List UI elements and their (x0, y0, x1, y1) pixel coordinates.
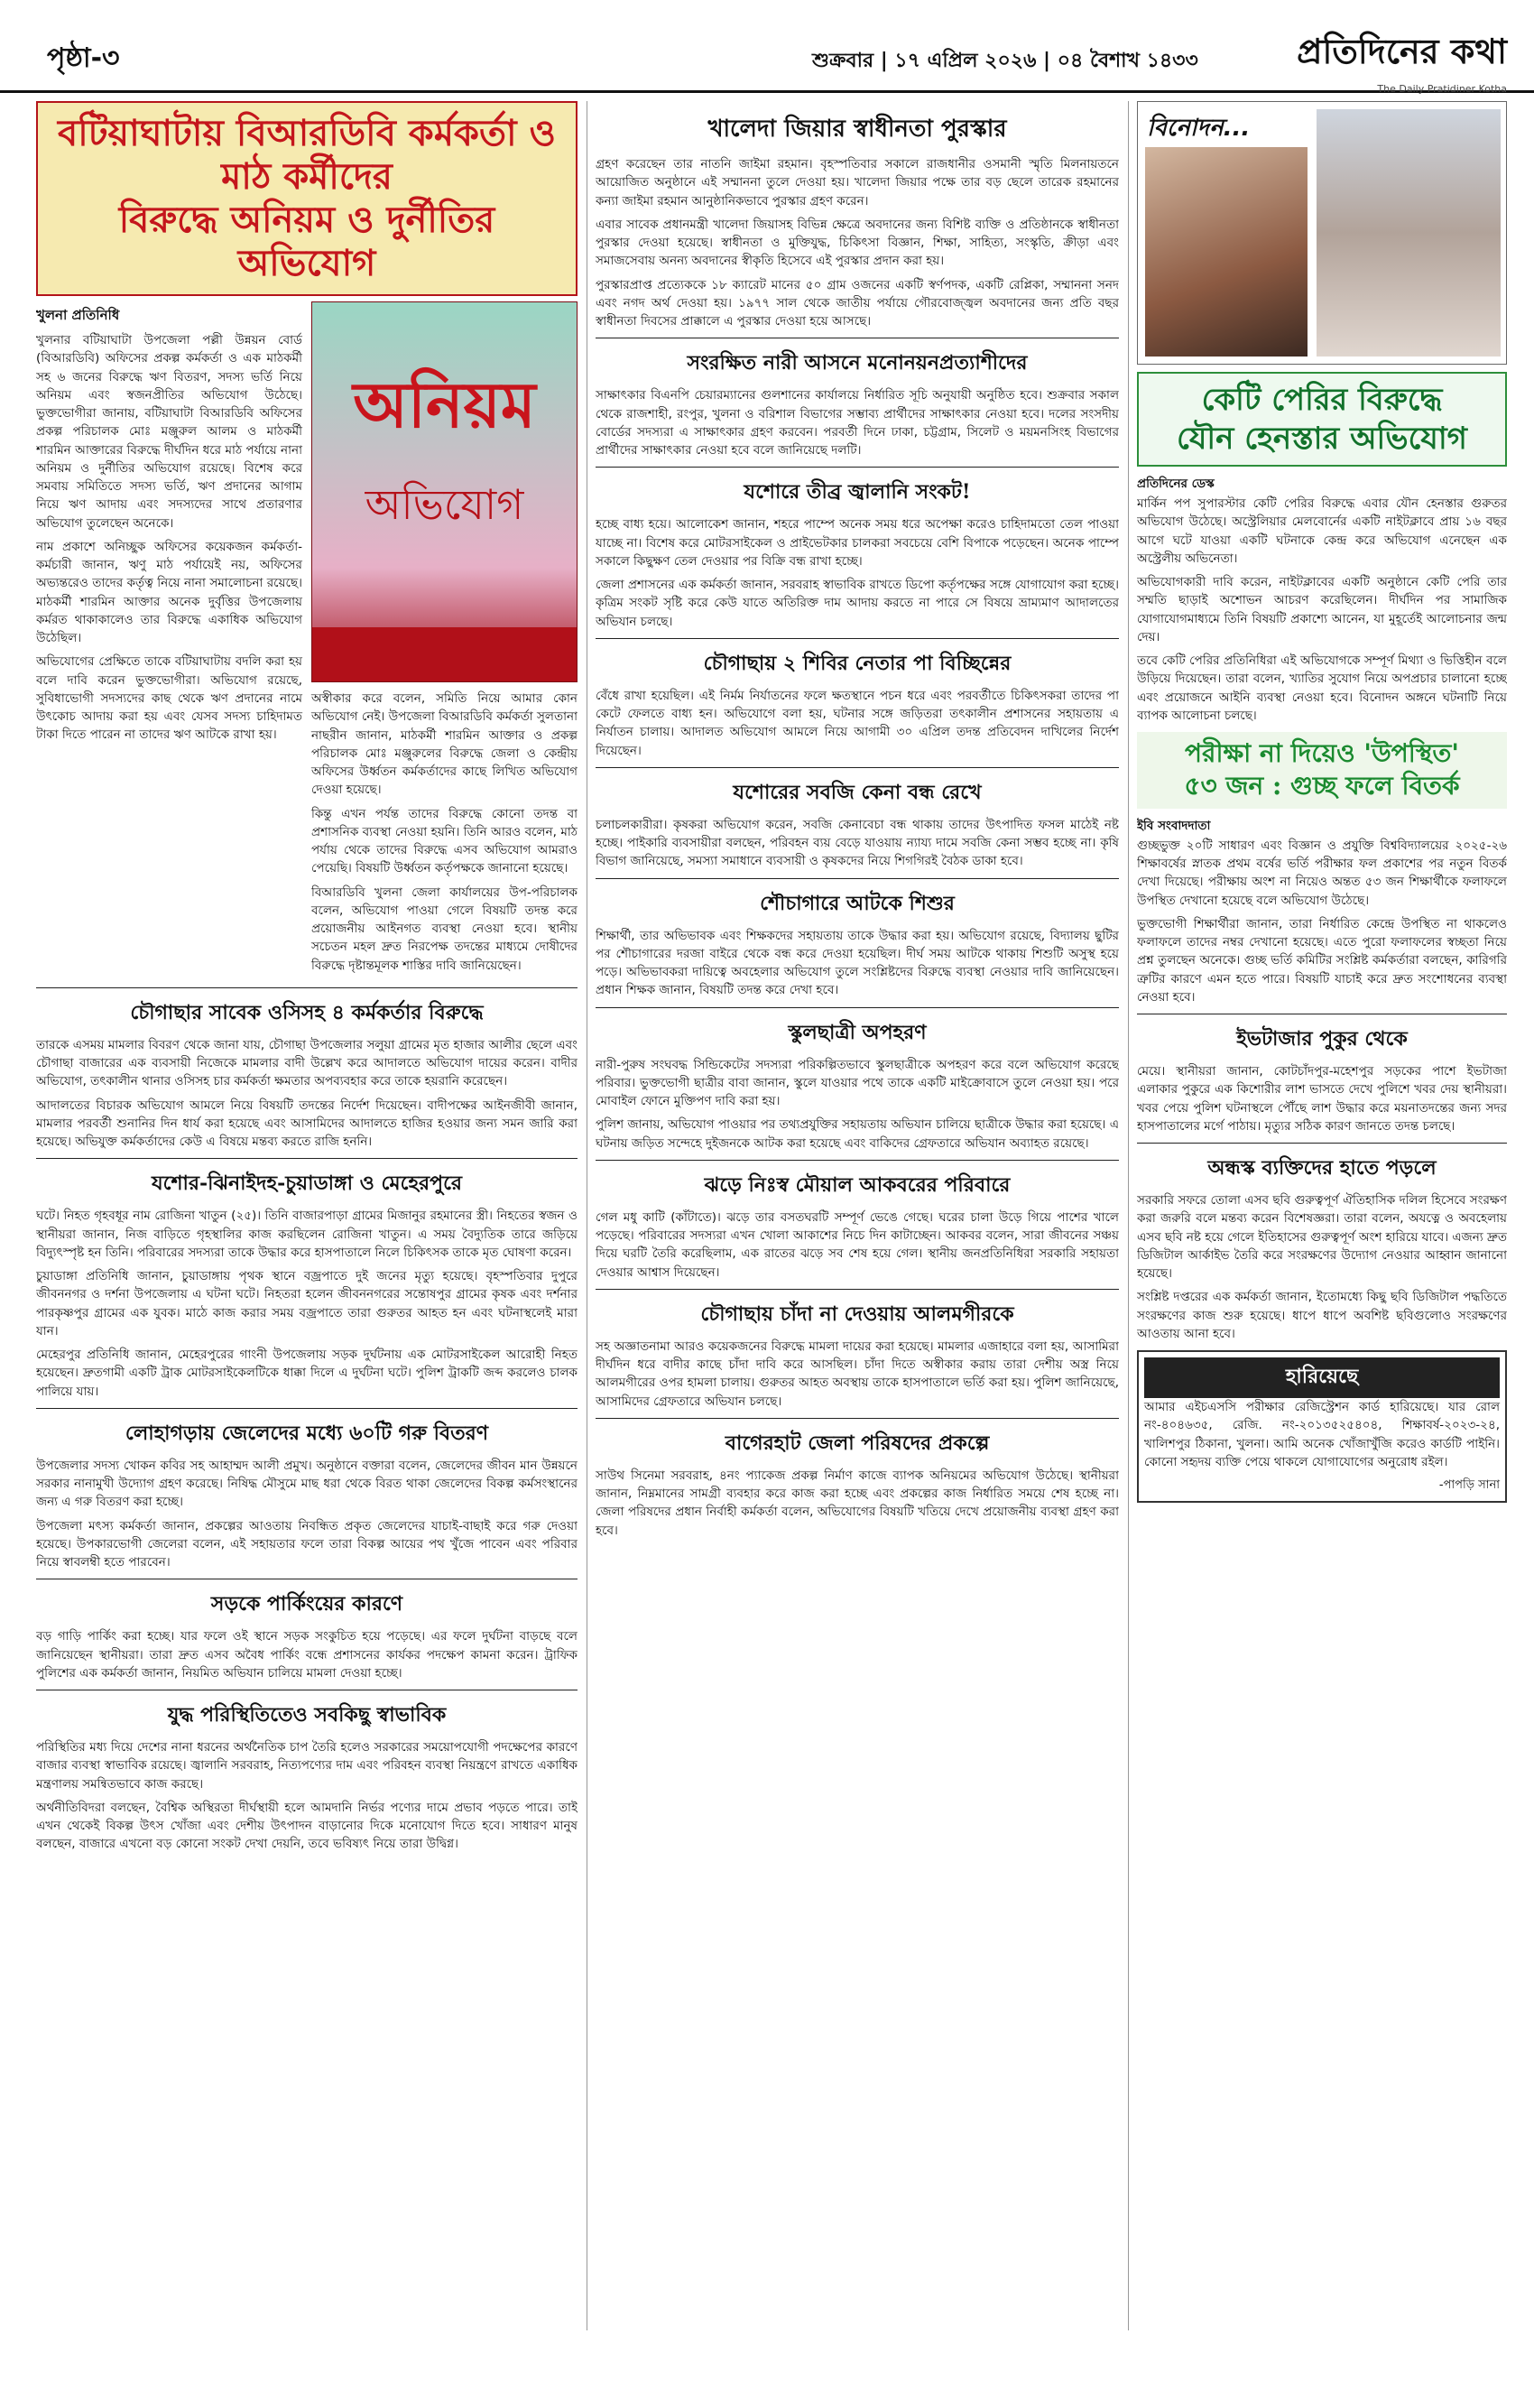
issue-date: শুক্রবার | ১৭ এপ্রিল ২০২৬ | ০৪ বৈশাখ ১৪৩৩ (812, 50, 1198, 72)
story-paragraph: গুচ্ছভুক্ত ২০টি সাধারণ এবং বিজ্ঞান ও প্রযুক্তি বিশ্ববিদ্যালয়ের ২০২৫-২৬ শিক্ষাবর্ষের স্নাতক প্রথম বর্ষের ভর্তি পরীক্ষার ফল প্রকাশের পর নতুন বিতর্ক দেখা দিয়েছে। পরীক্ষায় অংশ না নিয়েও অন্তত ৫৩ জন শিক্ষার্থীকে ফলাফলে উপস্থিত দেখানো হয়েছে বলে অভিযোগ উঠেছে। (1137, 838, 1507, 908)
lost-notice-title: হারিয়েছে (1144, 1357, 1500, 1398)
entertainment-headline-box (1137, 372, 1507, 467)
story-paragraph: জেলা প্রশাসনের এক কর্মকর্তা জানান, সরবরাহ স্বাভাবিক রাখতে ডিপো কর্তৃপক্ষের সঙ্গে যোগাযোগ করা হচ্ছে। কৃত্রিম সংকট সৃষ্টি করে কেউ যাতে অতিরিক্ত দাম আদায় করতে না পারে সে বিষয়ে ভ্রাম্যমাণ আদালতের অভিযান চলছে। (596, 578, 1119, 629)
brand-name: প্রতিদিনের কথা (1297, 31, 1507, 71)
story-paragraph: বেঁধে রাখা হয়েছিল। এই নির্মম নির্যাতনের ফলে ক্ষতস্থানে পচন ধরে এবং পরবর্তীতে চিকিৎসকরা তাদের পা কেটে ফেলতে বাধ্য হন। অভিযোগে বলা হয়, ঘটনার সঙ্গে জড়িতরা তৎকালীন প্রশাসনের সহায়তায় এ নির্যাতন চালায়। আদালত অভিযোগ আমলে নিয়ে আগামী ৩০ এপ্রিল তদন্ত প্রতিবেদন দাখিলের নির্দেশ দিয়েছেন। (596, 688, 1119, 758)
story-headline[interactable]: যুদ্ধ পরিস্থিতিতেও সবকিছু স্বাভাবিক (167, 1703, 447, 1727)
entertainment-photo-portrait (1145, 147, 1308, 357)
lead-paragraph: অভিযোগের প্রেক্ষিতে তাকে বটিয়াঘাটায় বদলি করা হয় বলে দাবি করেন ভুক্তভোগীরা। অভিযোগ রয়েছে, সুবিধাভোগী সদস্যদের কাছ থেকে ঋণ প্রদানের নামে উৎকোচ আদায় করা হয় এবং যেসব সদস্য চাহিদামত টাকা দিতে পারেন না তাদের ঋণ আটকে রাখা হয়। (36, 654, 302, 743)
entertainment-byline: প্রতিদিনের ডেস্ক (1137, 477, 1215, 491)
story-paragraph: উপজেলার সদস্য খোকন কবির সহ আহাম্মদ আলী প্রমুখ। অনুষ্ঠানে বক্তারা বলেন, জেলেদের জীবন মান উন্নয়নে সরকার নানামুখী উদ্যোগ গ্রহণ করেছে। নিষিদ্ধ মৌসুমে মাছ ধরা থেকে বিরত থাকা জেলেদের বিকল্প কর্মসংস্থানের জন্য এ গরু বিতরণ করা হচ্ছে। (36, 1458, 578, 1510)
story-headline[interactable]: শৌচাগারে আটকে শিশুর (760, 891, 955, 915)
section-divider (36, 1158, 578, 1159)
story-paragraph: ঘটে। নিহত গৃহবধূর নাম রোজিনা খাতুন (২৫)। তিনি বাজারপাড়া গ্রামের মিজানুর রহমানের স্ত্রী। নিহতের স্বজন ও স্থানীয়রা জানান, নিজ বাড়িতে গৃহস্থালির কাজ করছিলেন রোজিনা খাতুন। এ সময় বৈদ্যুতিক তারে জড়িয়ে বিদ্যুৎস্পৃষ্ট হন তিনি। পরিবারের সদস্যরা তাকে উদ্ধার করে হাসপাতালে নিলে চিকিৎসক তাকে মৃত ঘোষণা করেন। (36, 1209, 578, 1260)
story-paragraph: সাউথ সিনেমা সরবরাহ, ৪নং প্যাকেজ প্রকল্প নির্মাণ কাজে ব্যাপক অনিয়মের অভিযোগ উঠেছে। স্থানীয়রা জানান, নিম্নমানের সামগ্রী ব্যবহার করে কাজ করা হচ্ছে এবং প্রকল্পের কাজ নির্ধারিত সময়ে শেষ হচ্ছে না। জেলা পরিষদের প্রধান নির্বাহী কর্মকর্তা বলেন, অভিযোগের বিষয়টি খতিয়ে দেখে প্রয়োজনীয় ব্যবস্থা গ্রহণ করা হবে। (596, 1468, 1119, 1538)
story-headline[interactable]: ঝড়ে নিঃস্ব মৌয়াল আকবরের পরিবারে (704, 1172, 1011, 1197)
column-3 (1137, 101, 1507, 2330)
illustration-word: অনিয়ম (353, 367, 536, 442)
column-1 (36, 101, 578, 2330)
story-headline[interactable]: অন্ধস্ক ব্যক্তিদের হাতে পড়লে (1207, 1156, 1437, 1181)
story-headline[interactable]: যশোরে তীব্র জ্বালানি সংকট! (744, 480, 971, 505)
story-paragraph: পরিস্থিতির মধ্য দিয়ে দেশের নানা ধরনের অর্থনৈতিক চাপ তৈরি হলেও সরকারের সময়োপযোগী পদক্ষেপের কারণে বাজার ব্যবস্থা স্বাভাবিক রয়েছে। জ্বালানি সরবরাহ, নিত্যপণ্যের দাম এবং পরিবহন ব্যবস্থা নিয়ন্ত্রণে রাখতে একাধিক মন্ত্রণালয় সমন্বিতভাবে কাজ করছে। (36, 1740, 578, 1792)
page-number: পৃষ্ঠা-৩ (47, 42, 120, 74)
story-paragraph: পুরস্কারপ্রাপ্ত প্রত্যেককে ১৮ ক্যারেট মানের ৫০ গ্রাম ওজনের একটি স্বর্ণপদক, একটি রেপ্লিকা, সম্মাননা সনদ এবং নগদ অর্থ দেওয়া হয়। ১৯৭৭ সাল থেকে জাতীয় পর্যায়ে গৌরবোজ্জ্বল অবদানের জন্য প্রতি বছর স্বাধীনতা দিবসের প্রাক্কালে এ পুরস্কার দেওয়া হয়ে আসছে। (596, 277, 1119, 329)
story-paragraph: গ্রহণ করেছেন তার নাতনি জাইমা রহমান। বৃহস্পতিবার সকালে রাজধানীর ওসমানী স্মৃতি মিলনায়তনে আয়োজিত অনুষ্ঠানে এই সম্মাননা তুলে দেওয়া হয়। খালেদা জিয়ার পক্ষে তার বড় ছেলে তারেক রহমানের কন্যা জাইমা রহমান আনুষ্ঠানিকভাবে পুরস্কার গ্রহণ করেন। (596, 157, 1119, 208)
story-paragraph: সংশ্লিষ্ট দপ্তরের এক কর্মকর্তা জানান, ইতোমধ্যে কিছু ছবি ডিজিটাল পদ্ধতিতে সংরক্ষণের কাজ শুরু হয়েছে। ধাপে ধাপে অবশিষ্ট ছবিগুলোও সংরক্ষণের আওতায় আনা হবে। (1137, 1290, 1507, 1341)
masthead (0, 0, 1534, 93)
story-paragraph: চুয়াডাঙ্গা প্রতিনিধি জানান, চুয়াডাঙ্গায় পৃথক স্থানে বজ্রপাতে দুই জনের মৃত্যু হয়েছে। বৃহস্পতিবার দুপুরে জীবননগর ও দর্শনা উপজেলায় এ ঘটনা ঘটে। নিহতরা হলেন জীবননগরের সন্তোষপুর গ্রামের কৃষক এবং দর্শনার পারকৃষ্ণপুর গ্রামের এক যুবক। মাঠে কাজ করার সময় বজ্রপাতে তারা গুরুতর আহত হন এবং ঘটনাস্থলেই মারা যান। (36, 1269, 578, 1338)
story-headline[interactable]: চৌগাছায় চাঁদা না দেওয়ায় আলমগীরকে (700, 1301, 1014, 1326)
newspaper-brand[interactable] (1245, 25, 1507, 95)
story-paragraph: উপজেলা মৎস্য কর্মকর্তা জানান, প্রকল্পের আওতায় নিবন্ধিত প্রকৃত জেলেদের যাচাই-বাছাই করে গরু দেওয়া হয়েছে। উপকারভোগী জেলেরা বলেন, এই সহায়তার ফলে তারা বিকল্প আয়ের পথ খুঁজে পাবেন এবং পরিবার নিয়ে স্বাবলম্বী হতে পারবেন। (36, 1518, 578, 1570)
story-headline[interactable]: লোহাগড়ায় জেলেদের মধ্যে ৬০টি গরু বিতরণ (125, 1421, 489, 1445)
story-paragraph: বড় গাড়ি পার্কিং করা হচ্ছে। যার ফলে ওই স্থানে সড়ক সংকুচিত হয়ে পড়েছে। এর ফলে দুর্ঘটনা বাড়ছে বলে জানিয়েছেন স্থানীয়রা। তারা দ্রুত এসব অবৈধ পার্কিং বন্ধে প্রশাসনের কার্যকর পদক্ষেপ কামনা করেন। ট্রাফিক পুলিশের এক কর্মকর্তা জানান, নিয়মিত অভিযান চালিয়ে মামলা দেওয়া হচ্ছে। (36, 1629, 578, 1681)
lead-story (36, 296, 578, 980)
story-paragraph: মেয়ে। স্থানীয়রা জানান, কোটচাঁদপুর-মহেশপুর সড়কের পাশে ইভটাজা এলাকার পুকুরে এক কিশোরীর লাশ ভাসতে দেখে পুলিশে খবর দেয় স্থানীয়রা। খবর পেয়ে পুলিশ ঘটনাস্থলে পৌঁছে লাশ উদ্ধার করে ময়নাতদন্তের জন্য সদর হাসপাতালের মর্গে পাঠায়। মৃত্যুর সঠিক কারণ জানতে তদন্ত চলছে। (1137, 1064, 1507, 1134)
lost-notice-signature: -পাপড়ি সানা (1438, 1478, 1500, 1493)
entertainment-headline-line1[interactable]: কেটি পেরির বিরুদ্ধে (1201, 382, 1443, 418)
story-paragraph: পুলিশ জানায়, অভিযোগ পাওয়ার পর তথ্যপ্রযুক্তির সহায়তায় অভিযান চালিয়ে ছাত্রীকে উদ্ধার করা হয়েছে। এ ঘটনায় জড়িত সন্দেহে দুইজনকে আটক করা হয়েছে এবং বাকিদের গ্রেফতারে অভিযান অব্যাহত রয়েছে। (596, 1117, 1119, 1151)
entertainment-headline-line2[interactable]: যৌন হেনস্তার অভিযোগ (1177, 420, 1467, 457)
story-paragraph: গেল মধু কাটি (কাঁটাতে)। ঝড়ে তার বসতঘরটি সম্পূর্ণ ভেঙে গেছে। ঘরের চালা উড়ে গিয়ে পাশের খালে পড়েছে। পরিবারের সদস্যরা এখন খোলা আকাশের নিচে দিন কাটাচ্ছেন। আকবর বলেন, সারা জীবনের সঞ্চয় দিয়ে ঘরটি তৈরি করেছিলাম, এক রাতের ঝড়ে সব শেষ হয়ে গেল। স্থানীয় জনপ্রতিনিধিরা সরকারি সহায়তা দেওয়ার আশ্বাস দিয়েছেন। (596, 1209, 1119, 1280)
story-paragraph: এবার সাবেক প্রধানমন্ত্রী খালেদা জিয়াসহ বিভিন্ন ক্ষেত্রে অবদানের জন্য বিশিষ্ট ব্যক্তি ও প্রতিষ্ঠানকে স্বাধীনতা পুরস্কার দেওয়া হয়েছে। স্বাধীনতা ও মুক্তিযুদ্ধ, চিকিৎসা বিজ্ঞান, শিক্ষা, সাহিত্য, সংস্কৃতি, ক্রীড়া এবং সমাজসেবায় অনন্য অবদানের স্বীকৃতি হিসেবে এই পুরস্কার প্রদান করা হয়। (596, 217, 1119, 269)
story-paragraph: নারী-পুরুষ সংঘবদ্ধ সিন্ডিকেটের সদস্যরা পরিকল্পিতভাবে স্কুলছাত্রীকে অপহরণ করে বলে অভিযোগ করেছে পরিবার। ভুক্তভোগী ছাত্রীর বাবা জানান, স্কুলে যাওয়ার পথে তাকে একটি মাইক্রোবাসে তুলে নেওয়া হয়। পরে মোবাইল ফোনে মুক্তিপণ দাবি করা হয়। (596, 1057, 1119, 1108)
lead-paragraph: বিআরডিবি খুলনা জেলা কার্যালয়ের উপ-পরিচালক বলেন, অভিযোগ পাওয়া গেলে বিষয়টি তদন্ত করে প্রয়োজনীয় আইনগত ব্যবস্থা নেওয়া হবে। স্থানীয় সচেতন মহল দ্রুত নিরপেক্ষ তদন্তের মাধ্যমে দোষীদের বিরুদ্ধে দৃষ্টান্তমূলক শাস্তির দাবি জানিয়েছেন। (311, 884, 578, 973)
story-headline[interactable]: বাগেরহাট জেলা পরিষদের প্রকল্পে (725, 1431, 990, 1455)
story-paragraph: মার্কিন পপ সুপারস্টার কেটি পেরির বিরুদ্ধে এবার যৌন হেনস্তার গুরুতর অভিযোগ উঠেছে। অস্ট্রেলিয়ার মেলবোর্নের একটি নাইটক্লাবে প্রায় ১৬ বছর আগে ঘটে যাওয়া একটি ঘটনাকে কেন্দ্র করে অভিযোগ এনেছেন এক অস্ট্রেলীয় অভিনেতা। (1137, 496, 1507, 566)
lead-paragraph: অস্বীকার করে বলেন, সমিতি নিয়ে আমার কোন অভিযোগ নেই। উপজেলা বিআরডিবি কর্মকর্তা সুলতানা নাছরীন জানান, মাঠকর্মী শারমিন আক্তার ও প্রকল্প পরিচালক মোঃ মঞ্জুরুলের বিরুদ্ধে জেলা ও কেন্দ্রীয় অফিসের উর্ধ্বতন কর্মকর্তাদের কাছে লিখিত অভিযোগ দেওয়া হয়েছে। (311, 691, 578, 798)
story-headline[interactable]: ইভটাজার পুকুর থেকে (1236, 1027, 1408, 1051)
story-headline[interactable]: যশোরের সবজি কেনা বন্ধ রেখে (733, 780, 982, 804)
story-headline[interactable]: সড়কে পার্কিংয়ের কারণে (210, 1592, 403, 1616)
entertainment-photo-full (1317, 109, 1501, 357)
exam-headline-box (1137, 732, 1507, 809)
story-headline[interactable]: যশোর-ঝিনাইদহ-চুয়াডাঙ্গা ও মেহেরপুরে (151, 1172, 463, 1196)
lead-headline-box (36, 101, 578, 296)
exam-headline-line2[interactable]: ৫৩ জন : গুচ্ছ ফলে বিতর্ক (1184, 771, 1460, 801)
story-paragraph: মেহেরপুর প্রতিনিধি জানান, মেহেরপুরের গাংনী উপজেলায় সড়ক দুর্ঘটনায় এক মোটরসাইকেল আরোহী নিহত হয়েছেন। দ্রুতগামী একটি ট্রাক মোটরসাইকেলটিকে ধাক্কা দিলে এ দুর্ঘটনা ঘটে। পুলিশ ট্রাকটি জব্দ করলেও চালক পালিয়ে যায়। (36, 1348, 578, 1399)
story-paragraph: সহ অজ্ঞাতনামা আরও কয়েকজনের বিরুদ্ধে মামলা দায়ের করা হয়েছে। মামলার এজাহারে বলা হয়, আসামিরা দীর্ঘদিন ধরে বাদীর কাছে চাঁদা দাবি করে আসছিল। চাঁদা দিতে অস্বীকার করায় তারা দেশীয় অস্ত্র নিয়ে আলমগীরের ওপর হামলা চালায়। গুরুতর আহত অবস্থায় তাকে হাসপাতালে ভর্তি করা হয়। পুলিশ জানিয়েছে, আসামিদের গ্রেফতারে অভিযান চলছে। (596, 1338, 1119, 1409)
story-paragraph: অর্থনীতিবিদরা বলছেন, বৈশ্বিক অস্থিরতা দীর্ঘস্থায়ী হলে আমদানি নির্ভর পণ্যের দামে প্রভাব পড়তে পারে। তাই এখন থেকেই বিকল্প উৎস খোঁজা এবং দেশীয় উৎপাদন বাড়ানোর দিকে মনোযোগ দিতে হবে। সাধারণ মানুষ বলছেন, বাজারে এখনো বড় কোনো সংকট দেখা দেয়নি, তবে ভবিষ্যৎ নিয়ে তারা উদ্বিগ্ন। (36, 1800, 578, 1852)
brand-tagline: The Daily Pratidiner Kotha (1377, 83, 1507, 95)
story-paragraph: অভিযোগকারী দাবি করেন, নাইটক্লাবের একটি অনুষ্ঠানে কেটি পেরি তার সম্মতি ছাড়াই অশোভন আচরণ করেছিলেন। দীর্ঘদিন পর সামাজিক যোগাযোগমাধ্যমে তিনি বিষয়টি প্রকাশ্যে আনেন, যা মুহূর্তেই আলোচনার জন্ম দেয়। (1137, 575, 1507, 644)
story-headline[interactable]: খালেদা জিয়ার স্বাধীনতা পুরস্কার (707, 116, 1007, 143)
exam-byline: ইবি সংবাদদাতা (1137, 818, 1211, 833)
story-paragraph: সাক্ষাৎকার বিএনপি চেয়ারম্যানের গুলশানের কার্যালয়ে নির্ধারিত সূচি অনুযায়ী অনুষ্ঠিত হবে। শুক্রবার সকাল থেকে রাজশাহী, রংপুর, খুলনা ও বরিশাল বিভাগের সম্ভাব্য প্রার্থীদের সাক্ষাৎকার নেওয়া হবে। দলের সংসদীয় বোর্ডের সদস্যরা এ সাক্ষাৎকার গ্রহণ করবেন। পরবর্তী দিনে ঢাকা, চট্টগ্রাম, সিলেট ও ময়মনসিংহ বিভাগের প্রার্থীদের সাক্ষাৎকার নেওয়া হবে বলে জানিয়েছে দলটি। (596, 388, 1119, 458)
section-divider (596, 878, 1119, 879)
section-divider (36, 1408, 578, 1409)
illustration-strip (312, 627, 577, 681)
story-paragraph: তবে কেটি পেরির প্রতিনিধিরা এই অভিযোগকে সম্পূর্ণ মিথ্যা ও ভিত্তিহীন বলে উড়িয়ে দিয়েছেন। তারা বলেন, খ্যাতির সুযোগ নিয়ে অপপ্রচার চালানো হচ্ছে এবং প্রয়োজনে আইনি ব্যবস্থা নেওয়া হবে। বিনোদন অঙ্গনে ঘটনাটি নিয়ে ব্যাপক আলোচনা চলছে। (1137, 653, 1507, 723)
story-headline[interactable]: চৌগাছার সাবেক ওসিসহ ৪ কর্মকর্তার বিরুদ্ধে (130, 1000, 484, 1024)
lead-byline: খুলনা প্রতিনিধি (36, 307, 120, 323)
story-paragraph: ভুক্তভোগী শিক্ষার্থীরা জানান, তারা নির্ধারিত কেন্দ্রে উপস্থিত না থাকলেও ফলাফলে তাদের নম্বর দেখানো হয়েছে। এতে পুরো ফলাফলের স্বচ্ছতা নিয়ে প্রশ্ন তুলছেন অনেকে। গুচ্ছ ভর্তি কমিটির সংশ্লিষ্ট কর্মকর্তারা বলছেন, কারিগরি ত্রুটির কারণে এমন হতে পারে। বিষয়টি যাচাই করে দ্রুত সংশোধনের ব্যবস্থা নেওয়া হবে। (1137, 916, 1507, 1005)
story-headline[interactable]: সংরক্ষিত নারী আসনে মনোনয়নপ্রত্যাশীদের (687, 351, 1028, 375)
section-divider (596, 1418, 1119, 1419)
column-2 (596, 101, 1119, 2330)
entertainment-label: বিনোদন... (1147, 115, 1251, 142)
section-divider (596, 767, 1119, 768)
lead-paragraph: নাম প্রকাশে অনিচ্ছুক অফিসের কয়েকজন কর্মকর্তা-কর্মচারী জানান, ঋণু মাঠ পর্যায়েই নয়, অফিসের অভ্যন্তরেও তাদের কর্তৃত্ব নিয়ে নানা সমালোচনা রয়েছে। মাঠকর্মী শারমিন আক্তার অনেক দুর্বৃত্তির উপজেলায় কর্মরত থাকাকালেও তার বিরুদ্ধে একাধিক অভিযোগ উঠেছিল। (36, 539, 302, 645)
lead-paragraph: কিন্তু এখন পর্যন্ত তাদের বিরুদ্ধে কোনো তদন্ত বা প্রশাসনিক ব্যবস্থা নেওয়া হয়নি। তিনি আরও বলেন, মাঠ পর্যায় থেকে তাদের বিরুদ্ধে এসব অভিযোগ আমরাও পেয়েছি। বিষয়টি উর্ধ্বতন কর্তৃপক্ষকে জানানো হয়েছে। (311, 806, 578, 876)
section-divider (596, 638, 1119, 639)
story-paragraph: হচ্ছে বাধ্য হয়ে। আলোকেশ জানান, শহরে পাম্পে অনেক সময় ধরে অপেক্ষা করেও চাহিদামতো তেল পাওয়া যাচ্ছে না। বিশেষ করে মোটরসাইকেল ও প্রাইভেটকার চালকরা সবচেয়ে বেশি বিপাকে পড়েছেন। অনেক পাম্পে সকালে কিছুক্ষণ তেল দেওয়ার পর বিক্রি বন্ধ রাখা হচ্ছে। (596, 517, 1119, 569)
story-headline[interactable]: স্কুলছাত্রী অপহরণ (788, 1020, 927, 1044)
lead-headline-line2: বিরুদ্ধে অনিয়ম ও দুর্নীতির অভিযোগ (118, 199, 495, 284)
lead-right-column (311, 296, 578, 980)
story-paragraph: আদালতের বিচারক অভিযোগ আমলে নিয়ে বিষয়টি তদন্তের নির্দেশ দিয়েছেন। বাদীপক্ষের আইনজীবী জানান, মামলার পরবর্তী শুনানির দিন ধার্য করা হয়েছে এবং আসামিদের আদালতে হাজির হওয়ার জন্য সমন জারি করা হয়েছে। অভিযুক্ত কর্মকর্তাদের কেউ এ বিষয়ে মন্তব্য করতে রাজি হননি। (36, 1097, 578, 1149)
exam-headline-line1[interactable]: পরীক্ষা না দিয়েও 'উপস্থিত' (1185, 738, 1459, 768)
story-paragraph: সরকারি সফরে তোলা এসব ছবি গুরুত্বপূর্ণ ঐতিহাসিক দলিল হিসেবে সংরক্ষণ করা জরুরি বলে মন্তব্য করেন বিশেষজ্ঞরা। তারা বলেন, অযত্নে ও অবহেলায় এসব ছবি নষ্ট হয়ে গেলে ইতিহাসের গুরুত্বপূর্ণ অংশ হারিয়ে যাবে। এজন্য দ্রুত ডিজিটাল আর্কাইভ তৈরি করে সংরক্ষণের উদ্যোগ নেওয়ার আহ্বান জানানো হয়েছে। (1137, 1193, 1507, 1282)
section-divider (596, 1007, 1119, 1008)
section-divider (596, 467, 1119, 468)
lost-notice (1137, 1350, 1507, 1503)
lead-left-column (36, 296, 302, 750)
lead-paragraph: খুলনার বটিয়াঘাটা উপজেলা পল্লী উন্নয়ন বোর্ড (বিআরডিবি) অফিসের প্রকল্প কর্মকর্তা ও এক মাঠকর্মী সহ ৬ জনের বিরুদ্ধে ঋণ বিতরণ, সদস্য ভর্তি নিয়ে অনিয়ম এবং স্বজনপ্রীতির অভিযোগ উঠেছে। ভুক্তভোগীরা জানায়, বটিয়াঘাটা বিআরডিবি অফিসের প্রকল্প পরিচালক মোঃ মঞ্জুরুল আলম ও মাঠকর্মী শারমিন আক্তারের বিরুদ্ধে দীর্ঘদিন ধরে মাঠ পর্যায়ে নানা অনিয়ম ও দুর্নীতির অভিযোগ রয়েছে। বিশেষ করে সমবায় সমিতিতে সদস্য ভর্তি, ঋণ প্রদানের আগাম নিয়ে ঋণ আদায় এবং সদস্যদের সাথে প্রতারণার অভিযোগ তুলেছেন অনেকে। (36, 333, 302, 531)
illustration-word: অভিযোগ (365, 480, 524, 529)
column-divider (1128, 101, 1129, 2330)
lost-notice-text: আমার এইচএসসি পরীক্ষার রেজিস্ট্রেশন কার্ড হারিয়েছে। যার রোল নং-৪০৪৬৩৫, রেজি. নং-২০১৩৫২৫৪০৪, শিক্ষাবর্ষ-২০২৩-২৪, খালিশপুর ঠিকানা, খুলনা। আমি অনেক খোঁজাখুঁজি করেও কার্ডটি পাইনি। কোনো সহৃদয় ব্যক্তি পেয়ে থাকলে যোগাযোগের অনুরোধ রইল। (1144, 1400, 1500, 1469)
story-paragraph: শিক্ষার্থী, তার অভিভাবক এবং শিক্ষকদের সহায়তায় তাকে উদ্ধার করা হয়। অভিযোগ রয়েছে, বিদ্যালয় ছুটির পর শৌচাগারের দরজা বাইরে থেকে বন্ধ করে দেওয়া হয়েছিল। দীর্ঘ সময় আটকে থাকায় শিশুটি অসুস্থ হয়ে পড়ে। অভিভাবকরা দায়িত্বে অবহেলার অভিযোগ তুলে সংশ্লিষ্টদের বিরুদ্ধে ব্যবস্থা নেওয়ার দাবি জানিয়েছেন। প্রধান শিক্ষক জানান, বিষয়টি তদন্ত করে দেখা হবে। (596, 928, 1119, 998)
section-divider (1137, 1143, 1507, 1144)
lead-illustration (311, 301, 578, 682)
section-divider (596, 1160, 1119, 1161)
lead-headline-line1: বটিয়াঘাটায় বিআরডিবি কর্মকর্তা ও মাঠ কর্মীদের (58, 112, 556, 198)
story-headline[interactable]: চৌগাছায় ২ শিবির নেতার পা বিচ্ছিন্নের (703, 651, 1012, 675)
entertainment-section (1137, 101, 1507, 365)
story-paragraph: তারকে এসময় মামলার বিবরণ থেকে জানা যায়, চৌগাছা উপজেলার সলুয়া গ্রামের মৃত হাজার আলীর ছেলে এবং চৌগাছা বাজারের এক ব্যবসায়ী নিজেকে মামলার বাদী উল্লেখ করে আদালতে অভিযোগ দায়ের করেন। বাদীর অভিযোগ, তৎকালীন থানার ওসিসহ চার কর্মকর্তা ক্ষমতার অপব্যবহার করে তাকে হয়রানি করেছেন। (36, 1037, 578, 1089)
section-divider (596, 1289, 1119, 1290)
section-divider (36, 987, 578, 988)
story-paragraph: চলাচলকারীরা। কৃষকরা অভিযোগ করেন, সবজি কেনাবেচা বন্ধ থাকায় তাদের উৎপাদিত ফসল মাঠেই নষ্ট হচ্ছে। পাইকারি ব্যবসায়ীরা বলছেন, পরিবহন ব্যয় বেড়ে যাওয়ায় ন্যায্য দামে সবজি কেনা সম্ভব হচ্ছে না। কৃষি বিভাগ জানিয়েছে, সমস্যা সমাধানে ব্যবসায়ী ও কৃষকদের নিয়ে শিগগিরই বৈঠক ডাকা হবে। (596, 817, 1119, 869)
